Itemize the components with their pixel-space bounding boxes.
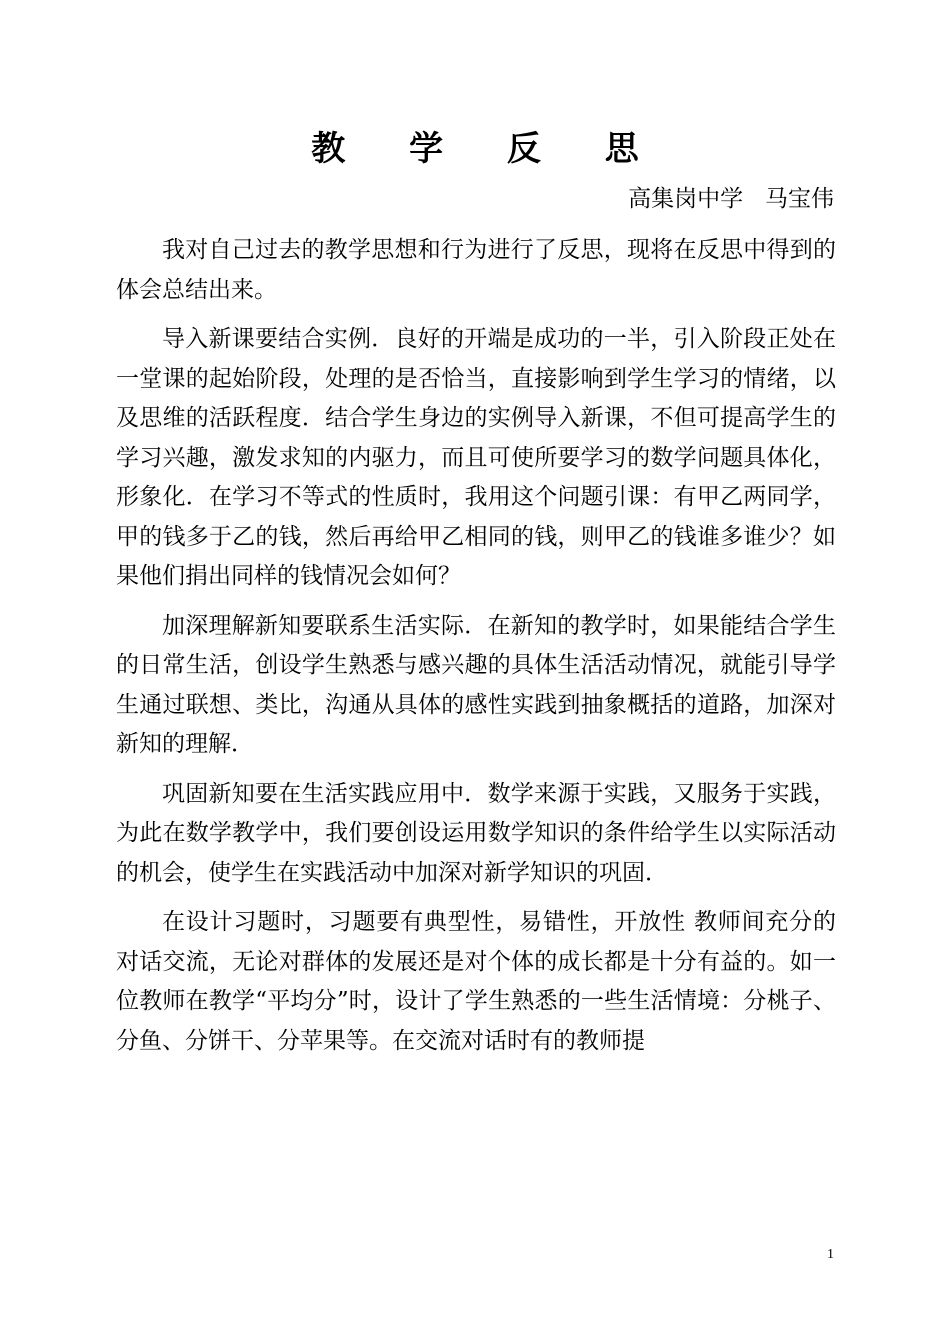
document-body [116, 231, 836, 1071]
document-title: 教 学 反 思 [311, 129, 665, 169]
paragraph-consolidate-knowledge: 巩固新知要在生活实践应用中．数学来源于实践，又服务于实践，为此在数学教学中，我们要创设运用数学知识的条件给学生以实际活动的机会，使学生在实践活动中加深对新学知识的巩固． [116, 780, 836, 886]
paragraph-exercise-design: 在设计习题时，习题要有典型性，易错性，开放性 教师间充分的对话交流，无论对群体的发展还是对个体的成长都是十分有益的。如一位教师在教学“平均分”时，设计了学生熟悉的一些生活情境：分桃子、分鱼、分饼干、分苹果等。在交流对话时有的教师提 [116, 909, 836, 1054]
paragraph-deepen-understanding: 加深理解新知要联系生活实际．在新知的教学时，如果能结合学生的日常生活，创设学生熟悉与感兴趣的具体生活活动情况，就能引导学生通过联想、类比，沟通从具体的感性实践到抽象概括的道路，加深对新知的理解． [116, 612, 836, 757]
page-number: 1 [827, 1247, 834, 1262]
paragraph-introducing-new-lessons: 导入新课要结合实例．良好的开端是成功的一半，引入阶段正处在一堂课的起始阶段，处理的是否恰当，直接影响到学生学习的情绪，以及思维的活跃程度．结合学生身边的实例导入新课，不但可提高学生的学习兴趣，激发求知的内驱力，而且可使所要学习的数学问题具体化，形象化．在学习不等式的性质时，我用这个问题引课：有甲乙两同学，甲的钱多于乙的钱，然后再给甲乙相同的钱，则甲乙的钱谁多谁少？如果他们捐出同样的钱情况会如何？ [116, 326, 836, 589]
paragraph-intro: 我对自己过去的教学思想和行为进行了反思，现将在反思中得到的体会总结出来。 [116, 237, 836, 303]
document-author: 高集岗中学 马宝伟 [628, 186, 834, 212]
